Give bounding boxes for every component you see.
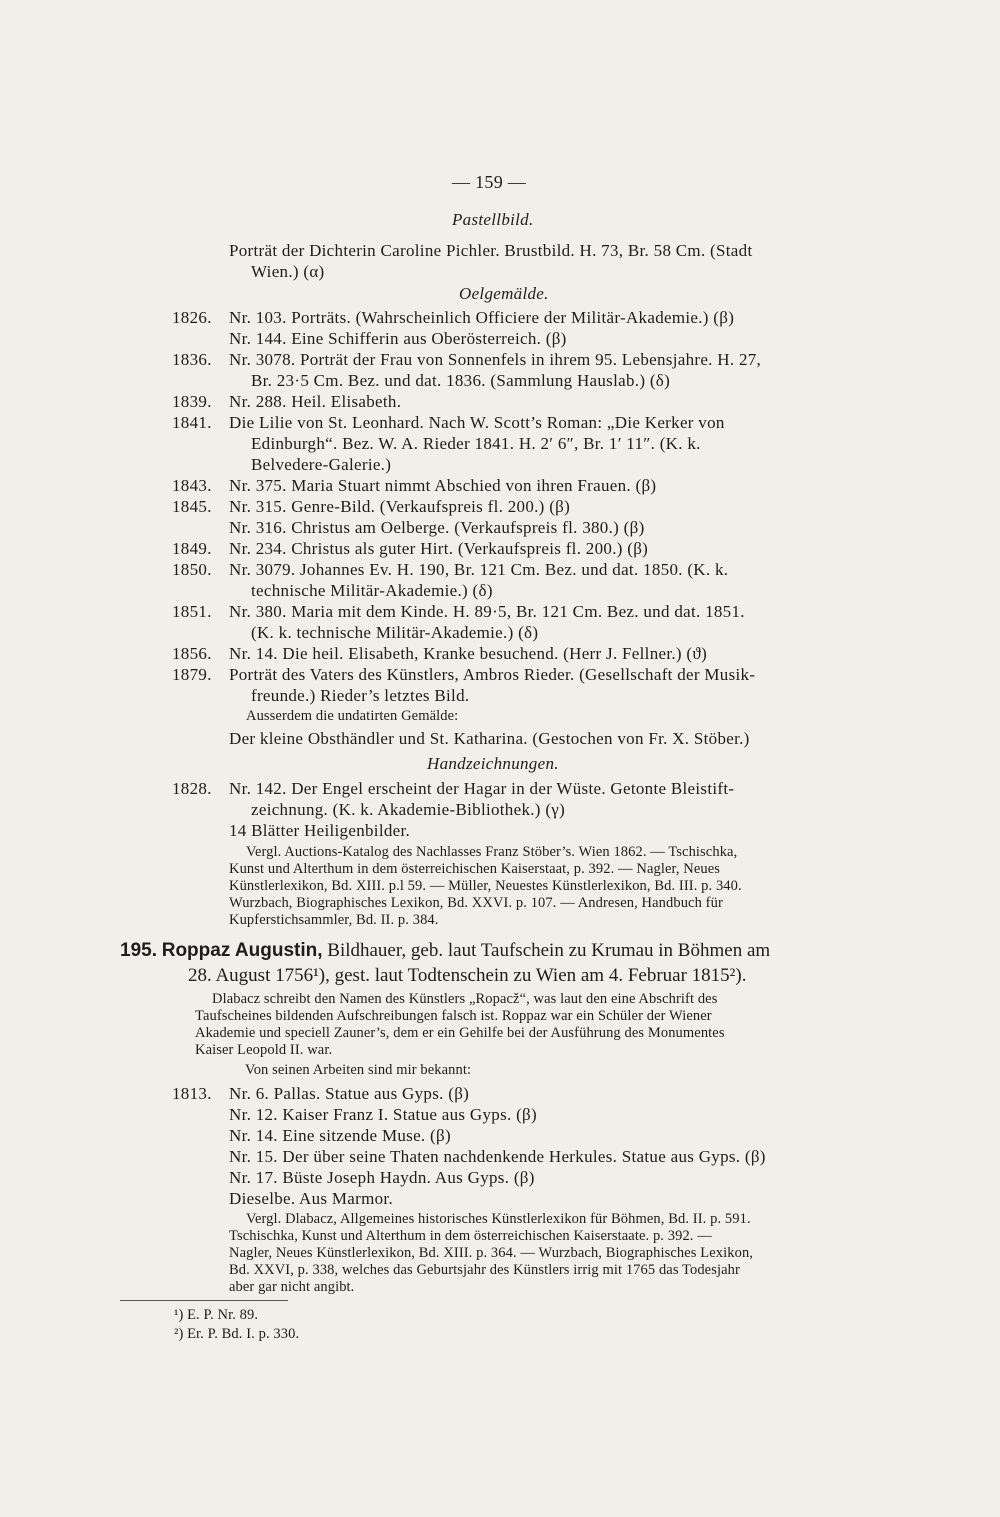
entry-year: 1845. bbox=[172, 497, 212, 516]
reference-line: Kupferstichsammler, Bd. II. p. 384. bbox=[229, 912, 439, 928]
reference-line: aber gar nicht angibt. bbox=[229, 1279, 355, 1295]
entry-year: 1813. bbox=[172, 1084, 212, 1103]
entry-year: 1856. bbox=[172, 644, 212, 663]
entry-year: 1826. bbox=[172, 308, 212, 327]
section-heading-pastellbild: Pastellbild. bbox=[452, 210, 534, 229]
body-line: Nr. 3079. Johannes Ev. H. 190, Br. 121 Cm. Bez. und dat. 1850. (K. k. bbox=[229, 560, 729, 579]
reference-line: Nagler, Neues Künstlerlexikon, Bd. XIII. p. 364. — Wurzbach, Biographisches Lexikon, bbox=[229, 1245, 754, 1261]
body-line: Nr. 142. Der Engel erscheint der Hagar in der Wüste. Getonte Bleistift- bbox=[229, 779, 735, 798]
section-heading-handzeichnungen: Handzeichnungen. bbox=[427, 754, 559, 773]
entry-year: 1851. bbox=[172, 602, 212, 621]
entry-heading-text: Bildhauer, geb. laut Taufschein zu Krumau in Böhmen am bbox=[327, 940, 771, 961]
reference-line: Vergl. Auctions-Katalog des Nachlasses Franz Stöber’s. Wien 1862. — Tschischka, bbox=[246, 844, 738, 860]
entry-year: 1879. bbox=[172, 665, 212, 684]
body-line: Porträt des Vaters des Künstlers, Ambros Rieder. (Gesellschaft der Musik- bbox=[229, 665, 756, 684]
note-line: Kaiser Leopold II. war. bbox=[195, 1042, 333, 1058]
body-line: zeichnung. (K. k. Akademie-Bibliothek.) (γ) bbox=[251, 800, 566, 819]
body-line: Wien.) (α) bbox=[251, 262, 325, 281]
reference-line: Tschischka, Kunst und Alterthum in dem österreichischen Kaiserstaate. p. 392. — bbox=[229, 1228, 712, 1244]
body-line: technische Militär-Akademie.) (δ) bbox=[251, 581, 493, 600]
entry-year: 1828. bbox=[172, 779, 212, 798]
page-number: — 159 — bbox=[452, 172, 527, 192]
body-line: Nr. 288. Heil. Elisabeth. bbox=[229, 392, 402, 411]
work-line: Nr. 17. Büste Joseph Haydn. Aus Gyps. (β) bbox=[229, 1168, 535, 1187]
works-intro: Von seinen Arbeiten sind mir bekannt: bbox=[245, 1062, 472, 1078]
reference-line: Künstlerlexikon, Bd. XIII. p.l 59. — Müller, Neuestes Künstlerlexikon, Bd. III. p. 340. bbox=[229, 878, 742, 894]
entry-year: 1836. bbox=[172, 350, 212, 369]
note-line: Taufscheines bildenden Aufschreibungen falsch ist. Roppaz war ein Schüler der Wiener bbox=[195, 1008, 712, 1024]
reference-line: Kunst und Alterthum in dem österreichischen Kaiserstaat, p. 392. — Nagler, Neues bbox=[229, 861, 721, 877]
body-line: Nr. 316. Christus am Oelberge. (Verkaufspreis fl. 380.) (β) bbox=[229, 518, 645, 537]
entry-number: 195. bbox=[120, 940, 157, 961]
footnote: ²) Er. P. Bd. I. p. 330. bbox=[174, 1326, 300, 1342]
entry-year: 1841. bbox=[172, 413, 212, 432]
entry-year: 1843. bbox=[172, 476, 212, 495]
entry-195-heading bbox=[120, 941, 770, 960]
body-line: Nr. 380. Maria mit dem Kinde. H. 89·5, Br. 121 Cm. Bez. und dat. 1851. bbox=[229, 602, 745, 621]
footnote: ¹) E. P. Nr. 89. bbox=[174, 1307, 259, 1323]
body-line: 14 Blätter Heiligenbilder. bbox=[229, 821, 411, 840]
reference-line: Wurzbach, Biographisches Lexikon, Bd. XXVI. p. 107. — Andresen, Handbuch für bbox=[229, 895, 723, 911]
work-line: Nr. 14. Eine sitzende Muse. (β) bbox=[229, 1126, 451, 1145]
body-line: Nr. 103. Porträts. (Wahrscheinlich Officiere der Militär-Akademie.) (β) bbox=[229, 308, 735, 327]
body-line: Nr. 3078. Porträt der Frau von Sonnenfels in ihrem 95. Lebensjahre. H. 27, bbox=[229, 350, 762, 369]
entry-year: 1839. bbox=[172, 392, 212, 411]
footnote-divider bbox=[120, 1300, 288, 1301]
body-line: Nr. 315. Genre-Bild. (Verkaufspreis fl. 200.) (β) bbox=[229, 497, 571, 516]
body-line: (K. k. technische Militär-Akademie.) (δ) bbox=[251, 623, 539, 642]
body-line: Die Lilie von St. Leonhard. Nach W. Scott’s Roman: „Die Kerker von bbox=[229, 413, 725, 432]
body-line: Der kleine Obsthändler und St. Katharina. (Gestochen von Fr. X. Stöber.) bbox=[229, 729, 750, 748]
reference-line: Vergl. Dlabacz, Allgemeines historisches Künstlerlexikon für Böhmen, Bd. II. p. 591. bbox=[246, 1211, 751, 1227]
body-line: Br. 23·5 Cm. Bez. und dat. 1836. (Sammlung Hauslab.) (δ) bbox=[251, 371, 671, 390]
note-line: Dlabacz schreibt den Namen des Künstlers „Ropacž“, was laut den eine Abschrift des bbox=[212, 991, 718, 1007]
artist-name: Roppaz Augustin, bbox=[161, 940, 323, 961]
body-line: Nr. 375. Maria Stuart nimmt Abschied von ihren Frauen. (β) bbox=[229, 476, 657, 495]
body-line: Porträt der Dichterin Caroline Pichler. Brustbild. H. 73, Br. 58 Cm. (Stadt bbox=[229, 241, 753, 260]
body-line: Nr. 234. Christus als guter Hirt. (Verkaufspreis fl. 200.) (β) bbox=[229, 539, 649, 558]
entry-year: 1850. bbox=[172, 560, 212, 579]
entry-year: 1849. bbox=[172, 539, 212, 558]
body-line: freunde.) Rieder’s letztes Bild. bbox=[251, 686, 470, 705]
work-line: Dieselbe. Aus Marmor. bbox=[229, 1189, 393, 1208]
body-line: Nr. 144. Eine Schifferin aus Oberösterreich. (β) bbox=[229, 329, 567, 348]
section-heading-oelgemaelde: Oelgemälde. bbox=[459, 284, 549, 303]
work-line: Nr. 15. Der über seine Thaten nachdenkende Herkules. Statue aus Gyps. (β) bbox=[229, 1147, 766, 1166]
work-line: Nr. 12. Kaiser Franz I. Statue aus Gyps. (β) bbox=[229, 1105, 537, 1124]
undated-intro: Ausserdem die undatirten Gemälde: bbox=[246, 708, 459, 724]
note-line: Akademie und speciell Zauner’s, dem er ein Gehilfe bei der Ausführung des Monumentes bbox=[195, 1025, 725, 1041]
work-line: Nr. 6. Pallas. Statue aus Gyps. (β) bbox=[229, 1084, 470, 1103]
body-line: Nr. 14. Die heil. Elisabeth, Kranke besuchend. (Herr J. Fellner.) (ϑ) bbox=[229, 644, 708, 663]
body-line: Belvedere-Galerie.) bbox=[251, 455, 392, 474]
reference-line: Bd. XXVI, p. 338, welches das Geburtsjahr des Künstlers irrig mit 1765 das Todesjahr bbox=[229, 1262, 740, 1278]
entry-195-line2: 28. August 1756¹), gest. laut Todtenschein zu Wien am 4. Februar 1815²). bbox=[188, 965, 747, 986]
body-line: Edinburgh“. Bez. W. A. Rieder 1841. H. 2′ 6″, Br. 1′ 11″. (K. k. bbox=[251, 434, 701, 453]
